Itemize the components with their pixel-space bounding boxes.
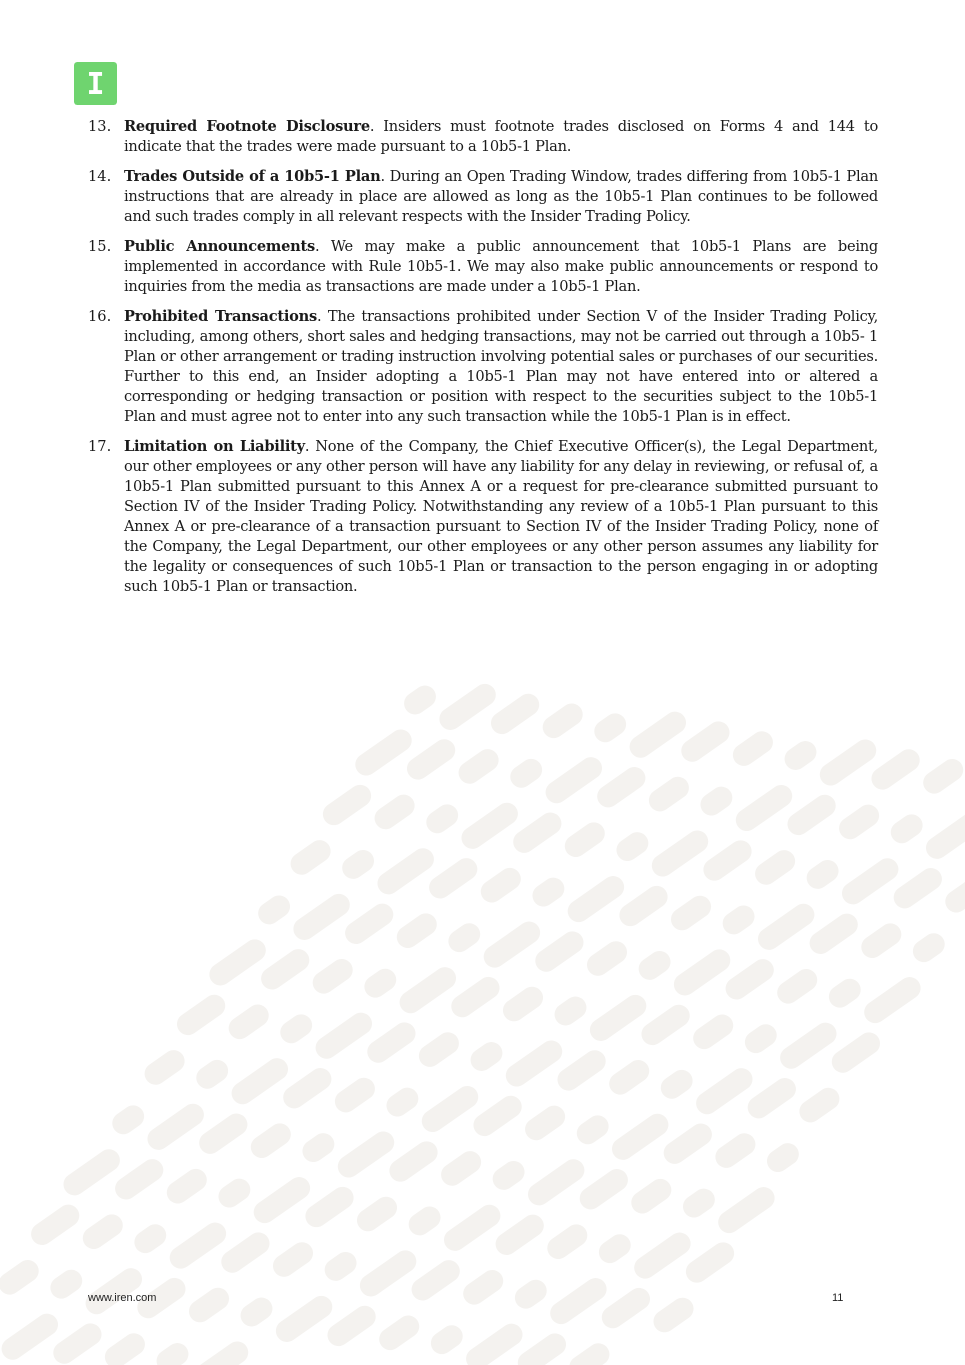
background-dash	[395, 963, 460, 1018]
background-dash	[780, 737, 820, 775]
background-dash	[714, 1183, 779, 1238]
background-dash	[773, 965, 822, 1008]
background-dash	[679, 1184, 719, 1222]
clause-number: 17.	[88, 438, 112, 455]
background-dash	[501, 1036, 566, 1091]
background-dash	[741, 1020, 781, 1058]
background-dash	[656, 1066, 696, 1104]
background-dash	[319, 781, 376, 830]
background-dash	[546, 1274, 611, 1329]
background-dash	[560, 818, 609, 861]
background-dash	[444, 919, 484, 957]
background-dash	[524, 1155, 589, 1210]
background-dash	[308, 955, 357, 998]
background-dash	[670, 945, 735, 1000]
background-dash	[78, 1210, 127, 1253]
background-dash	[101, 1329, 150, 1365]
background-dash	[550, 992, 590, 1030]
background-dash	[909, 929, 949, 967]
background-dash	[173, 990, 230, 1039]
clause-item	[88, 117, 878, 157]
background-dash	[351, 725, 416, 780]
background-dash	[563, 872, 628, 927]
background-dash	[360, 964, 400, 1002]
background-dash	[692, 1064, 757, 1119]
background-dash	[417, 1082, 482, 1137]
background-dash	[802, 856, 842, 894]
background-dash	[437, 1147, 486, 1190]
background-dash	[165, 1218, 230, 1273]
background-dash	[634, 947, 674, 985]
background-dash	[286, 836, 335, 879]
clause-body	[124, 117, 878, 157]
background-dash	[488, 1157, 528, 1195]
background-dash	[415, 1028, 464, 1071]
background-dash	[227, 1054, 292, 1109]
background-dash	[919, 755, 965, 798]
background-dash	[272, 1292, 337, 1347]
background-dash	[605, 1056, 654, 1099]
background-dash	[333, 1127, 398, 1182]
background-dash	[0, 1309, 62, 1364]
background-dash	[320, 1248, 360, 1286]
background-dash	[185, 1283, 234, 1326]
background-dash	[731, 781, 796, 836]
background-dash	[835, 800, 884, 843]
iren-logo-icon	[74, 62, 117, 105]
background-dash	[499, 982, 548, 1025]
clause-text: . During an Open Trading Window, trades differing from 10b5-1 Plan instructions that are already in place are allowed as long as the 10b5-1 Plan continues to be followed and such trades comply in all relevant respects with the Insider Trading Policy.	[124, 168, 879, 225]
background-dash	[511, 1275, 551, 1313]
background-dash	[46, 1265, 86, 1303]
background-dash	[466, 1038, 506, 1076]
background-dash	[249, 1173, 314, 1228]
background-dash	[459, 1266, 508, 1309]
numbered-clause-list	[88, 117, 878, 607]
background-dash	[754, 899, 819, 954]
background-dash	[353, 1192, 402, 1235]
background-dash	[143, 1099, 208, 1154]
background-dash	[541, 753, 606, 808]
background-dash	[356, 1246, 421, 1301]
background-dash	[269, 1238, 318, 1281]
background-dash	[479, 917, 544, 972]
background-dash	[236, 1293, 276, 1331]
background-dash	[400, 681, 440, 719]
background-dash	[440, 1200, 505, 1255]
background-dash	[457, 798, 522, 853]
background-dash	[696, 782, 736, 820]
background-dash	[214, 1174, 254, 1212]
background-dash	[718, 901, 758, 939]
clause-number: 16.	[88, 308, 112, 325]
clause-number: 14.	[88, 168, 112, 185]
background-dash	[649, 1293, 698, 1336]
clause-title: Required Footnote Disclosure	[124, 118, 370, 135]
clause-item	[88, 167, 878, 227]
footer-page-number: 11	[832, 1292, 844, 1304]
background-dash	[595, 1230, 635, 1268]
background-dash	[543, 1220, 592, 1263]
background-dash	[565, 1339, 614, 1365]
background-dash	[205, 935, 270, 990]
background-dash	[729, 727, 778, 770]
background-dash	[711, 1129, 760, 1172]
background-dash	[422, 800, 462, 838]
background-dash	[0, 1256, 43, 1299]
background-dash	[528, 873, 568, 911]
background-dash	[162, 1165, 211, 1208]
background-dash	[538, 699, 587, 742]
background-dash	[583, 937, 632, 980]
background-dash	[289, 890, 354, 945]
clause-body	[124, 237, 878, 297]
background-dash	[825, 974, 865, 1012]
background-dash	[627, 1175, 676, 1218]
clause-text: . The transactions prohibited under Section V of the Insider Trading Policy, including, among others, short sales and hedging transactions, may not be carried out through a 10b5- 1 Plan or other arrangement or trading instruction involving potential sales or purchases of our securities. Further to this end, an Insider adopting a 10b5-1 Plan may not have entered into or altered a corresponding or hedging transaction or position with respect to the securities subject to the 10b5-1 Plan and must agree not to enter into any such transaction while the 10b5-1 Plan is in effect.	[124, 308, 878, 425]
background-dash	[886, 810, 926, 848]
background-dash	[751, 846, 800, 889]
background-dash	[187, 1337, 252, 1365]
background-dash	[476, 864, 525, 907]
background-dash	[815, 735, 880, 790]
background-dash	[338, 846, 378, 884]
background-dash	[630, 1228, 695, 1283]
clause-item	[88, 237, 878, 297]
background-dash	[246, 1119, 295, 1162]
clause-title: Public Announcements	[124, 238, 315, 255]
background-dash	[590, 709, 630, 747]
background-dash	[838, 854, 903, 909]
background-dash	[506, 755, 546, 793]
background-dash	[427, 1321, 467, 1359]
background-dash	[298, 1129, 338, 1167]
clause-text: . We may make a public announcement that 10b5-1 Plans are being implemented in accordance with Rule 10b5-1. We may also make public announcements or respond to inquiries from the media as transactions are made under a 10b5-1 Plan.	[124, 238, 878, 295]
background-dash	[370, 790, 419, 833]
background-dash	[521, 1101, 570, 1144]
clause-number: 13.	[88, 118, 112, 135]
background-dash	[108, 1101, 148, 1139]
background-dash	[192, 1056, 232, 1094]
background-dash	[572, 1111, 612, 1149]
background-dash	[857, 919, 906, 962]
background-dash	[404, 1202, 444, 1240]
background-dash	[373, 844, 438, 899]
background-dash	[152, 1339, 192, 1365]
background-dash	[276, 1010, 316, 1048]
background-dash	[645, 772, 694, 815]
background-dash	[647, 826, 712, 881]
background-dash	[586, 991, 651, 1046]
background-dash	[392, 909, 441, 952]
background-dash	[763, 1139, 803, 1177]
background-dash	[608, 1109, 673, 1164]
clause-title: Trades Outside of a 10b5-1 Plan	[124, 168, 381, 185]
clause-item	[88, 307, 878, 427]
background-dash	[941, 874, 965, 917]
background-dash	[454, 745, 503, 788]
background-dash	[860, 973, 925, 1028]
clause-body	[124, 437, 878, 597]
background-dash	[922, 808, 965, 863]
background-dash	[612, 828, 652, 866]
clause-body	[124, 307, 878, 427]
footer-website-link[interactable]: www.iren.com	[88, 1292, 157, 1304]
background-dash	[331, 1073, 380, 1116]
background-dash	[130, 1220, 170, 1258]
background-dash	[27, 1200, 84, 1249]
background-dash	[382, 1083, 422, 1121]
clause-body	[124, 167, 878, 227]
background-dash	[311, 1008, 376, 1063]
background-dash	[795, 1083, 844, 1126]
background-dash	[0, 1311, 2, 1349]
background-dash	[776, 1018, 841, 1073]
clause-text: . Insiders must footnote trades disclosed on Forms 4 and 144 to indicate that the trades were made pursuant to a 10b5-1 Plan.	[124, 118, 878, 155]
background-dash	[375, 1311, 424, 1354]
clause-number: 15.	[88, 238, 112, 255]
background-dash	[462, 1319, 527, 1365]
background-dash	[224, 1000, 273, 1043]
clause-text: . None of the Company, the Chief Executive Officer(s), the Legal Department, our other employees or any other person will have any liability for any delay in reviewing, or refusal of, a 10b5-1 Plan submitted pursuant to this Annex A or a request for pre-clearance submitted pursuant to Section IV of the Insider Trading Policy. Notwithstanding any review of a 10b5-1 Plan pursuant to this Annex A or pre-clearance of a transaction pursuant to Section IV of the Insider Trading Policy, none of the Company, the Legal Department, our other employees or any other person assumes any liability for the legality or consequences of such 10b5-1 Plan or transaction to the person engaging in or adopting such 10b5-1 Plan or transaction.	[124, 438, 878, 595]
background-dash	[625, 707, 690, 762]
background-dash	[435, 680, 500, 735]
background-dash	[254, 891, 294, 929]
background-dash	[59, 1145, 124, 1200]
clause-title: Limitation on Liability	[124, 438, 305, 455]
background-dash	[689, 1010, 738, 1053]
background-dash	[667, 891, 716, 934]
svg-text:I: I	[86, 67, 105, 102]
clause-title: Prohibited Transactions	[124, 308, 317, 325]
clause-item	[88, 437, 878, 597]
background-dash	[140, 1046, 189, 1089]
